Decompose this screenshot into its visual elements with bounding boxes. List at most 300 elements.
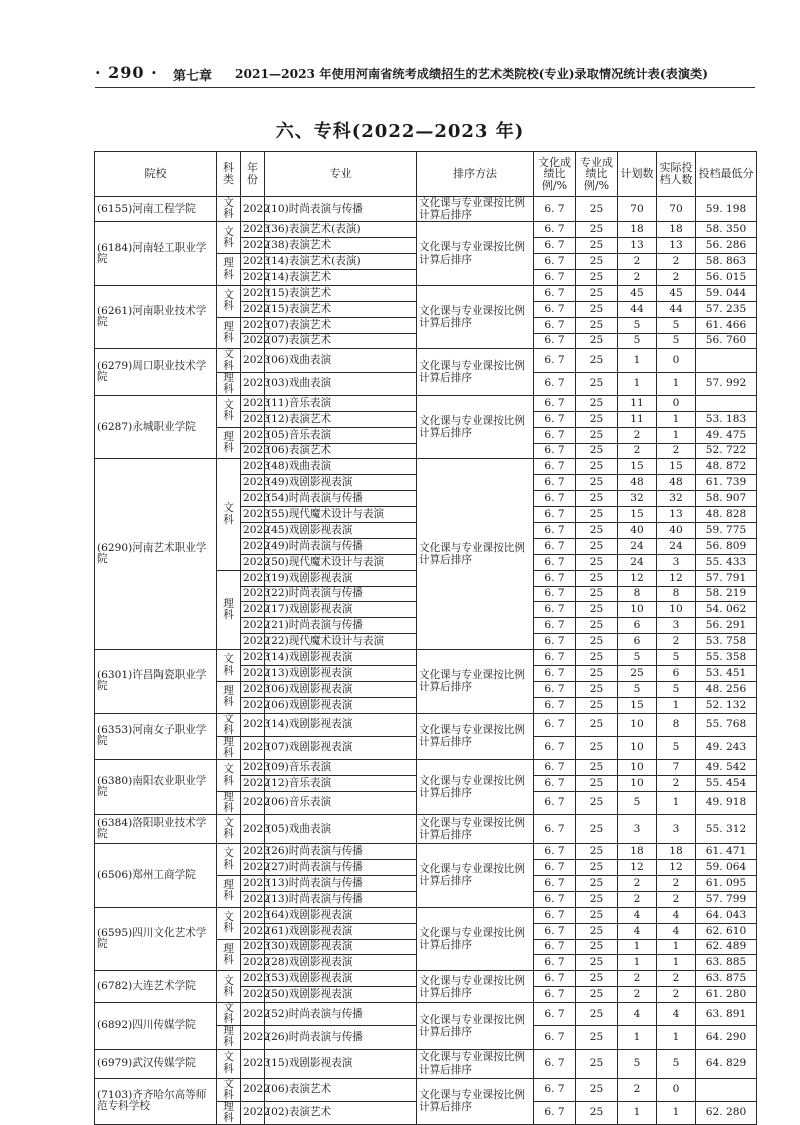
major-ratio: 25	[576, 844, 618, 860]
min-score: 64. 043	[696, 907, 757, 923]
year-cell: 2022	[241, 666, 265, 682]
plan-count: 4	[618, 907, 657, 923]
school-name: (6184)河南轻工职业学院	[95, 222, 217, 286]
admitted-count: 3	[657, 618, 696, 634]
culture-ratio: 6. 7	[534, 634, 576, 650]
sort-method: 文化课与专业课按比例计算后排序	[417, 844, 534, 908]
major-ratio: 25	[576, 395, 618, 411]
subject-category: 文科	[217, 713, 241, 736]
plan-count: 10	[618, 776, 657, 792]
plan-count: 13	[618, 238, 657, 254]
admitted-count: 2	[657, 891, 696, 907]
admitted-count: 32	[657, 491, 696, 507]
subject-category: 理科	[217, 1026, 241, 1049]
major-ratio: 25	[576, 491, 618, 507]
major-name: (48)戏曲表演	[265, 459, 417, 475]
min-score: 62. 280	[696, 1101, 757, 1124]
culture-ratio: 6. 7	[534, 760, 576, 776]
subject-category: 文科	[217, 285, 241, 317]
min-score: 58. 907	[696, 491, 757, 507]
culture-ratio: 6. 7	[534, 955, 576, 971]
min-score: 57. 791	[696, 570, 757, 586]
major-ratio: 25	[576, 372, 618, 395]
admitted-count: 0	[657, 395, 696, 411]
year-cell: 2023	[241, 1049, 265, 1078]
year-cell: 2022	[241, 618, 265, 634]
admitted-count: 2	[657, 634, 696, 650]
subject-category: 理科	[217, 317, 241, 349]
major-ratio: 25	[576, 697, 618, 713]
admitted-count: 12	[657, 860, 696, 876]
plan-count: 11	[618, 411, 657, 427]
year-cell: 2022	[241, 238, 265, 254]
admitted-count: 4	[657, 907, 696, 923]
min-score	[696, 1078, 757, 1101]
plan-count: 2	[618, 254, 657, 270]
major-ratio: 25	[576, 554, 618, 570]
year-cell: 2023	[241, 411, 265, 427]
plan-count: 10	[618, 736, 657, 759]
year-cell: 2023	[241, 395, 265, 411]
admitted-count: 7	[657, 760, 696, 776]
year-cell: 2023	[241, 475, 265, 491]
min-score: 49. 918	[696, 791, 757, 814]
chapter-label: 第七章	[173, 69, 213, 84]
min-score: 55. 312	[696, 815, 757, 844]
major-ratio: 25	[576, 459, 618, 475]
major-name: (11)音乐表演	[265, 395, 417, 411]
major-name: (06)戏剧影视表演	[265, 681, 417, 697]
culture-ratio: 6. 7	[534, 411, 576, 427]
major-ratio: 25	[576, 197, 618, 222]
major-ratio: 25	[576, 791, 618, 814]
major-ratio: 25	[576, 760, 618, 776]
major-ratio: 25	[576, 1026, 618, 1049]
admitted-count: 40	[657, 523, 696, 539]
year-cell: 2022	[241, 955, 265, 971]
year-cell: 2022	[241, 538, 265, 554]
culture-ratio: 6. 7	[534, 939, 576, 955]
year-cell: 2023	[241, 971, 265, 987]
plan-count: 2	[618, 270, 657, 286]
admitted-count: 5	[657, 333, 696, 349]
plan-count: 5	[618, 1049, 657, 1078]
table-row	[95, 222, 757, 238]
major-name: (28)戏剧影视表演	[265, 955, 417, 971]
col-sort: 排序方法	[417, 152, 534, 197]
admitted-count: 1	[657, 1026, 696, 1049]
major-ratio: 25	[576, 955, 618, 971]
min-score: 61. 280	[696, 987, 757, 1003]
plan-count: 44	[618, 301, 657, 317]
culture-ratio: 6. 7	[534, 538, 576, 554]
year-cell: 2023	[241, 907, 265, 923]
subject-category: 理科	[217, 427, 241, 459]
major-ratio: 25	[576, 301, 618, 317]
min-score: 55. 454	[696, 776, 757, 792]
table-row	[95, 1049, 757, 1078]
major-ratio: 25	[576, 618, 618, 634]
subject-category: 理科	[217, 372, 241, 395]
year-cell: 2023	[241, 317, 265, 333]
year-cell: 2023	[241, 222, 265, 238]
culture-ratio: 6. 7	[534, 459, 576, 475]
table-row	[95, 815, 757, 844]
subject-category: 文科	[217, 459, 241, 570]
year-cell: 2022	[241, 333, 265, 349]
year-cell: 2022	[241, 791, 265, 814]
admitted-count: 5	[657, 650, 696, 666]
year-cell: 2022	[241, 776, 265, 792]
year-cell: 2023	[241, 285, 265, 301]
plan-count: 1	[618, 349, 657, 372]
culture-ratio: 6. 7	[534, 1078, 576, 1101]
major-name: (19)戏剧影视表演	[265, 570, 417, 586]
year-cell: 2023	[241, 875, 265, 891]
major-name: (10)时尚表演与传播	[265, 197, 417, 222]
plan-count: 45	[618, 285, 657, 301]
major-name: (55)现代魔术设计与表演	[265, 507, 417, 523]
min-score: 61. 095	[696, 875, 757, 891]
min-score: 61. 466	[696, 317, 757, 333]
subject-category: 理科	[217, 681, 241, 713]
subject-category: 文科	[217, 395, 241, 427]
plan-count: 10	[618, 760, 657, 776]
year-cell: 2022	[241, 554, 265, 570]
admitted-count: 5	[657, 736, 696, 759]
table-row	[95, 349, 757, 372]
year-cell: 2023	[241, 570, 265, 586]
plan-count: 4	[618, 1003, 657, 1026]
admitted-count: 1	[657, 939, 696, 955]
admitted-count: 8	[657, 713, 696, 736]
year-cell: 2023	[241, 507, 265, 523]
culture-ratio: 6. 7	[534, 222, 576, 238]
culture-ratio: 6. 7	[534, 815, 576, 844]
year-cell: 2023	[241, 254, 265, 270]
min-score	[696, 349, 757, 372]
plan-count: 48	[618, 475, 657, 491]
min-score: 58. 863	[696, 254, 757, 270]
school-name: (6892)四川传媒学院	[95, 1003, 217, 1049]
year-cell: 2023	[241, 760, 265, 776]
school-name: (6261)河南职业技术学院	[95, 285, 217, 349]
plan-count: 5	[618, 317, 657, 333]
major-name: (14)戏剧影视表演	[265, 650, 417, 666]
culture-ratio: 6. 7	[534, 923, 576, 939]
year-cell: 2023	[241, 443, 265, 459]
major-name: (05)音乐表演	[265, 427, 417, 443]
major-name: (14)表演艺术	[265, 270, 417, 286]
culture-ratio: 6. 7	[534, 197, 576, 222]
subject-category: 文科	[217, 760, 241, 792]
major-name: (12)音乐表演	[265, 776, 417, 792]
plan-count: 11	[618, 395, 657, 411]
culture-ratio: 6. 7	[534, 395, 576, 411]
subject-category: 文科	[217, 1003, 241, 1026]
subject-category: 文科	[217, 907, 241, 939]
major-name: (15)戏剧影视表演	[265, 1049, 417, 1078]
major-ratio: 25	[576, 222, 618, 238]
col-admitted: 实际投档人数	[657, 152, 696, 197]
school-name: (6380)南阳农业职业学院	[95, 760, 217, 815]
major-name: (53)戏剧影视表演	[265, 971, 417, 987]
admitted-count: 2	[657, 875, 696, 891]
min-score: 49. 243	[696, 736, 757, 759]
min-score: 53. 183	[696, 411, 757, 427]
school-name: (6384)洛阳职业技术学院	[95, 815, 217, 844]
culture-ratio: 6. 7	[534, 570, 576, 586]
major-ratio: 25	[576, 860, 618, 876]
culture-ratio: 6. 7	[534, 875, 576, 891]
year-cell: 2022	[241, 301, 265, 317]
year-cell: 2022	[241, 1101, 265, 1124]
culture-ratio: 6. 7	[534, 650, 576, 666]
admitted-count: 24	[657, 538, 696, 554]
plan-count: 32	[618, 491, 657, 507]
culture-ratio: 6. 7	[534, 987, 576, 1003]
admitted-count: 4	[657, 1003, 696, 1026]
col-ke: 科类	[217, 152, 241, 197]
major-name: (27)时尚表演与传播	[265, 860, 417, 876]
year-cell: 2022	[241, 860, 265, 876]
culture-ratio: 6. 7	[534, 844, 576, 860]
subject-category: 理科	[217, 736, 241, 759]
min-score: 59. 044	[696, 285, 757, 301]
year-cell: 2022	[241, 697, 265, 713]
min-score: 53. 451	[696, 666, 757, 682]
subject-category: 文科	[217, 1049, 241, 1078]
subject-category: 理科	[217, 570, 241, 649]
col-min-score: 投档最低分	[696, 152, 757, 197]
major-name: (13)时尚表演与传播	[265, 891, 417, 907]
plan-count: 12	[618, 860, 657, 876]
admitted-count: 0	[657, 349, 696, 372]
major-name: (06)表演艺术	[265, 443, 417, 459]
year-cell: 2022	[241, 891, 265, 907]
year-cell: 2023	[241, 681, 265, 697]
table-row	[95, 1078, 757, 1101]
min-score: 55. 358	[696, 650, 757, 666]
school-name: (6301)许昌陶瓷职业学院	[95, 650, 217, 714]
major-name: (26)时尚表演与传播	[265, 844, 417, 860]
culture-ratio: 6. 7	[534, 238, 576, 254]
year-cell: 2023	[241, 586, 265, 602]
table-row	[95, 650, 757, 666]
sort-method: 文化课与专业课按比例计算后排序	[417, 760, 534, 815]
subject-category: 理科	[217, 1101, 241, 1124]
culture-ratio: 6. 7	[534, 491, 576, 507]
year-cell: 2022	[241, 270, 265, 286]
year-cell: 2022	[241, 602, 265, 618]
major-ratio: 25	[576, 475, 618, 491]
min-score: 56. 809	[696, 538, 757, 554]
major-ratio: 25	[576, 507, 618, 523]
admitted-count: 10	[657, 602, 696, 618]
section-title: 六、专科(2022—2023 年)	[275, 121, 525, 142]
admitted-count: 8	[657, 586, 696, 602]
major-ratio: 25	[576, 570, 618, 586]
sort-method: 文化课与专业课按比例计算后排序	[417, 971, 534, 1003]
sort-method: 文化课与专业课按比例计算后排序	[417, 907, 534, 971]
subject-category: 文科	[217, 197, 241, 222]
major-ratio: 25	[576, 681, 618, 697]
min-score: 56. 286	[696, 238, 757, 254]
major-ratio: 25	[576, 586, 618, 602]
year-cell: 2023	[241, 349, 265, 372]
sort-method: 文化课与专业课按比例计算后排序	[417, 815, 534, 844]
major-name: (12)表演艺术	[265, 411, 417, 427]
plan-count: 8	[618, 586, 657, 602]
year-cell: 2023	[241, 650, 265, 666]
culture-ratio: 6. 7	[534, 1101, 576, 1124]
plan-count: 1	[618, 939, 657, 955]
major-name: (14)表演艺术(表演)	[265, 254, 417, 270]
major-name: (36)表演艺术(表演)	[265, 222, 417, 238]
culture-ratio: 6. 7	[534, 891, 576, 907]
min-score: 63. 891	[696, 1003, 757, 1026]
subject-category: 文科	[217, 844, 241, 876]
admitted-count: 13	[657, 238, 696, 254]
year-cell: 2023	[241, 939, 265, 955]
admitted-count: 2	[657, 443, 696, 459]
min-score: 48. 828	[696, 507, 757, 523]
min-score: 55. 768	[696, 713, 757, 736]
table-row	[95, 844, 757, 860]
plan-count: 2	[618, 1078, 657, 1101]
min-score: 53. 758	[696, 634, 757, 650]
year-cell: 2023	[241, 815, 265, 844]
school-name: (6506)郑州工商学院	[95, 844, 217, 908]
admitted-count: 6	[657, 666, 696, 682]
major-name: (05)戏曲表演	[265, 815, 417, 844]
plan-count: 70	[618, 197, 657, 222]
min-score: 48. 872	[696, 459, 757, 475]
culture-ratio: 6. 7	[534, 586, 576, 602]
culture-ratio: 6. 7	[534, 791, 576, 814]
min-score: 56. 760	[696, 333, 757, 349]
plan-count: 2	[618, 875, 657, 891]
subject-category: 文科	[217, 222, 241, 254]
plan-count: 5	[618, 650, 657, 666]
major-name: (50)现代魔术设计与表演	[265, 554, 417, 570]
min-score: 58. 219	[696, 586, 757, 602]
admitted-count: 1	[657, 411, 696, 427]
culture-ratio: 6. 7	[534, 1049, 576, 1078]
min-score: 59. 775	[696, 523, 757, 539]
school-name: (6353)河南女子职业学院	[95, 713, 217, 759]
sort-method: 文化课与专业课按比例计算后排序	[417, 1049, 534, 1078]
major-ratio: 25	[576, 411, 618, 427]
admitted-count: 1	[657, 791, 696, 814]
min-score: 56. 015	[696, 270, 757, 286]
major-ratio: 25	[576, 650, 618, 666]
school-name: (6595)四川文化艺术学院	[95, 907, 217, 971]
admitted-count: 2	[657, 270, 696, 286]
culture-ratio: 6. 7	[534, 1026, 576, 1049]
min-score: 57. 799	[696, 891, 757, 907]
admitted-count: 18	[657, 844, 696, 860]
plan-count: 1	[618, 372, 657, 395]
col-plan: 计划数	[618, 152, 657, 197]
col-culture-ratio: 文化成绩比例/%	[534, 152, 576, 197]
sort-method: 文化课与专业课按比例计算后排序	[417, 1078, 534, 1124]
plan-count: 12	[618, 570, 657, 586]
admitted-count: 0	[657, 1078, 696, 1101]
admitted-count: 1	[657, 1101, 696, 1124]
school-name: (6279)周口职业技术学院	[95, 349, 217, 395]
min-score: 56. 291	[696, 618, 757, 634]
culture-ratio: 6. 7	[534, 333, 576, 349]
plan-count: 5	[618, 333, 657, 349]
min-score: 48. 256	[696, 681, 757, 697]
major-name: (06)表演艺术	[265, 1078, 417, 1101]
admitted-count: 4	[657, 923, 696, 939]
plan-count: 2	[618, 891, 657, 907]
year-cell: 2022	[241, 523, 265, 539]
year-cell: 2023	[241, 372, 265, 395]
culture-ratio: 6. 7	[534, 736, 576, 759]
plan-count: 4	[618, 923, 657, 939]
admitted-count: 45	[657, 285, 696, 301]
major-name: (07)表演艺术	[265, 333, 417, 349]
culture-ratio: 6. 7	[534, 1003, 576, 1026]
major-name: (15)表演艺术	[265, 301, 417, 317]
col-major: 专业	[265, 152, 417, 197]
year-cell: 2023	[241, 491, 265, 507]
major-name: (49)时尚表演与传播	[265, 538, 417, 554]
plan-count: 5	[618, 681, 657, 697]
year-cell: 2022	[241, 197, 265, 222]
major-ratio: 25	[576, 713, 618, 736]
plan-count: 10	[618, 713, 657, 736]
major-name: (06)音乐表演	[265, 791, 417, 814]
major-name: (13)时尚表演与传播	[265, 875, 417, 891]
admitted-count: 1	[657, 427, 696, 443]
col-year: 年份	[241, 152, 265, 197]
min-score: 49. 475	[696, 427, 757, 443]
major-ratio: 25	[576, 538, 618, 554]
admitted-count: 12	[657, 570, 696, 586]
running-title: 2021—2023 年使用河南省统考成绩招生的艺术类院校(专业)录取情况统计表(表演类)	[235, 67, 708, 81]
table-row	[95, 1003, 757, 1026]
culture-ratio: 6. 7	[534, 349, 576, 372]
culture-ratio: 6. 7	[534, 301, 576, 317]
major-name: (03)戏曲表演	[265, 372, 417, 395]
plan-count: 2	[618, 443, 657, 459]
major-name: (50)戏剧影视表演	[265, 987, 417, 1003]
sort-method: 文化课与专业课按比例计算后排序	[417, 459, 534, 650]
admitted-count: 1	[657, 955, 696, 971]
culture-ratio: 6. 7	[534, 427, 576, 443]
admitted-count: 5	[657, 1049, 696, 1078]
table-row	[95, 971, 757, 987]
year-cell: 2022	[241, 1026, 265, 1049]
year-cell: 2022	[241, 1003, 265, 1026]
culture-ratio: 6. 7	[534, 554, 576, 570]
year-cell: 2023	[241, 844, 265, 860]
min-score: 57. 235	[696, 301, 757, 317]
plan-count: 2	[618, 427, 657, 443]
table-row	[95, 907, 757, 923]
plan-count: 6	[618, 634, 657, 650]
min-score: 49. 542	[696, 760, 757, 776]
major-ratio: 25	[576, 349, 618, 372]
sort-method: 文化课与专业课按比例计算后排序	[417, 349, 534, 395]
culture-ratio: 6. 7	[534, 776, 576, 792]
subject-category: 文科	[217, 971, 241, 1003]
culture-ratio: 6. 7	[534, 270, 576, 286]
